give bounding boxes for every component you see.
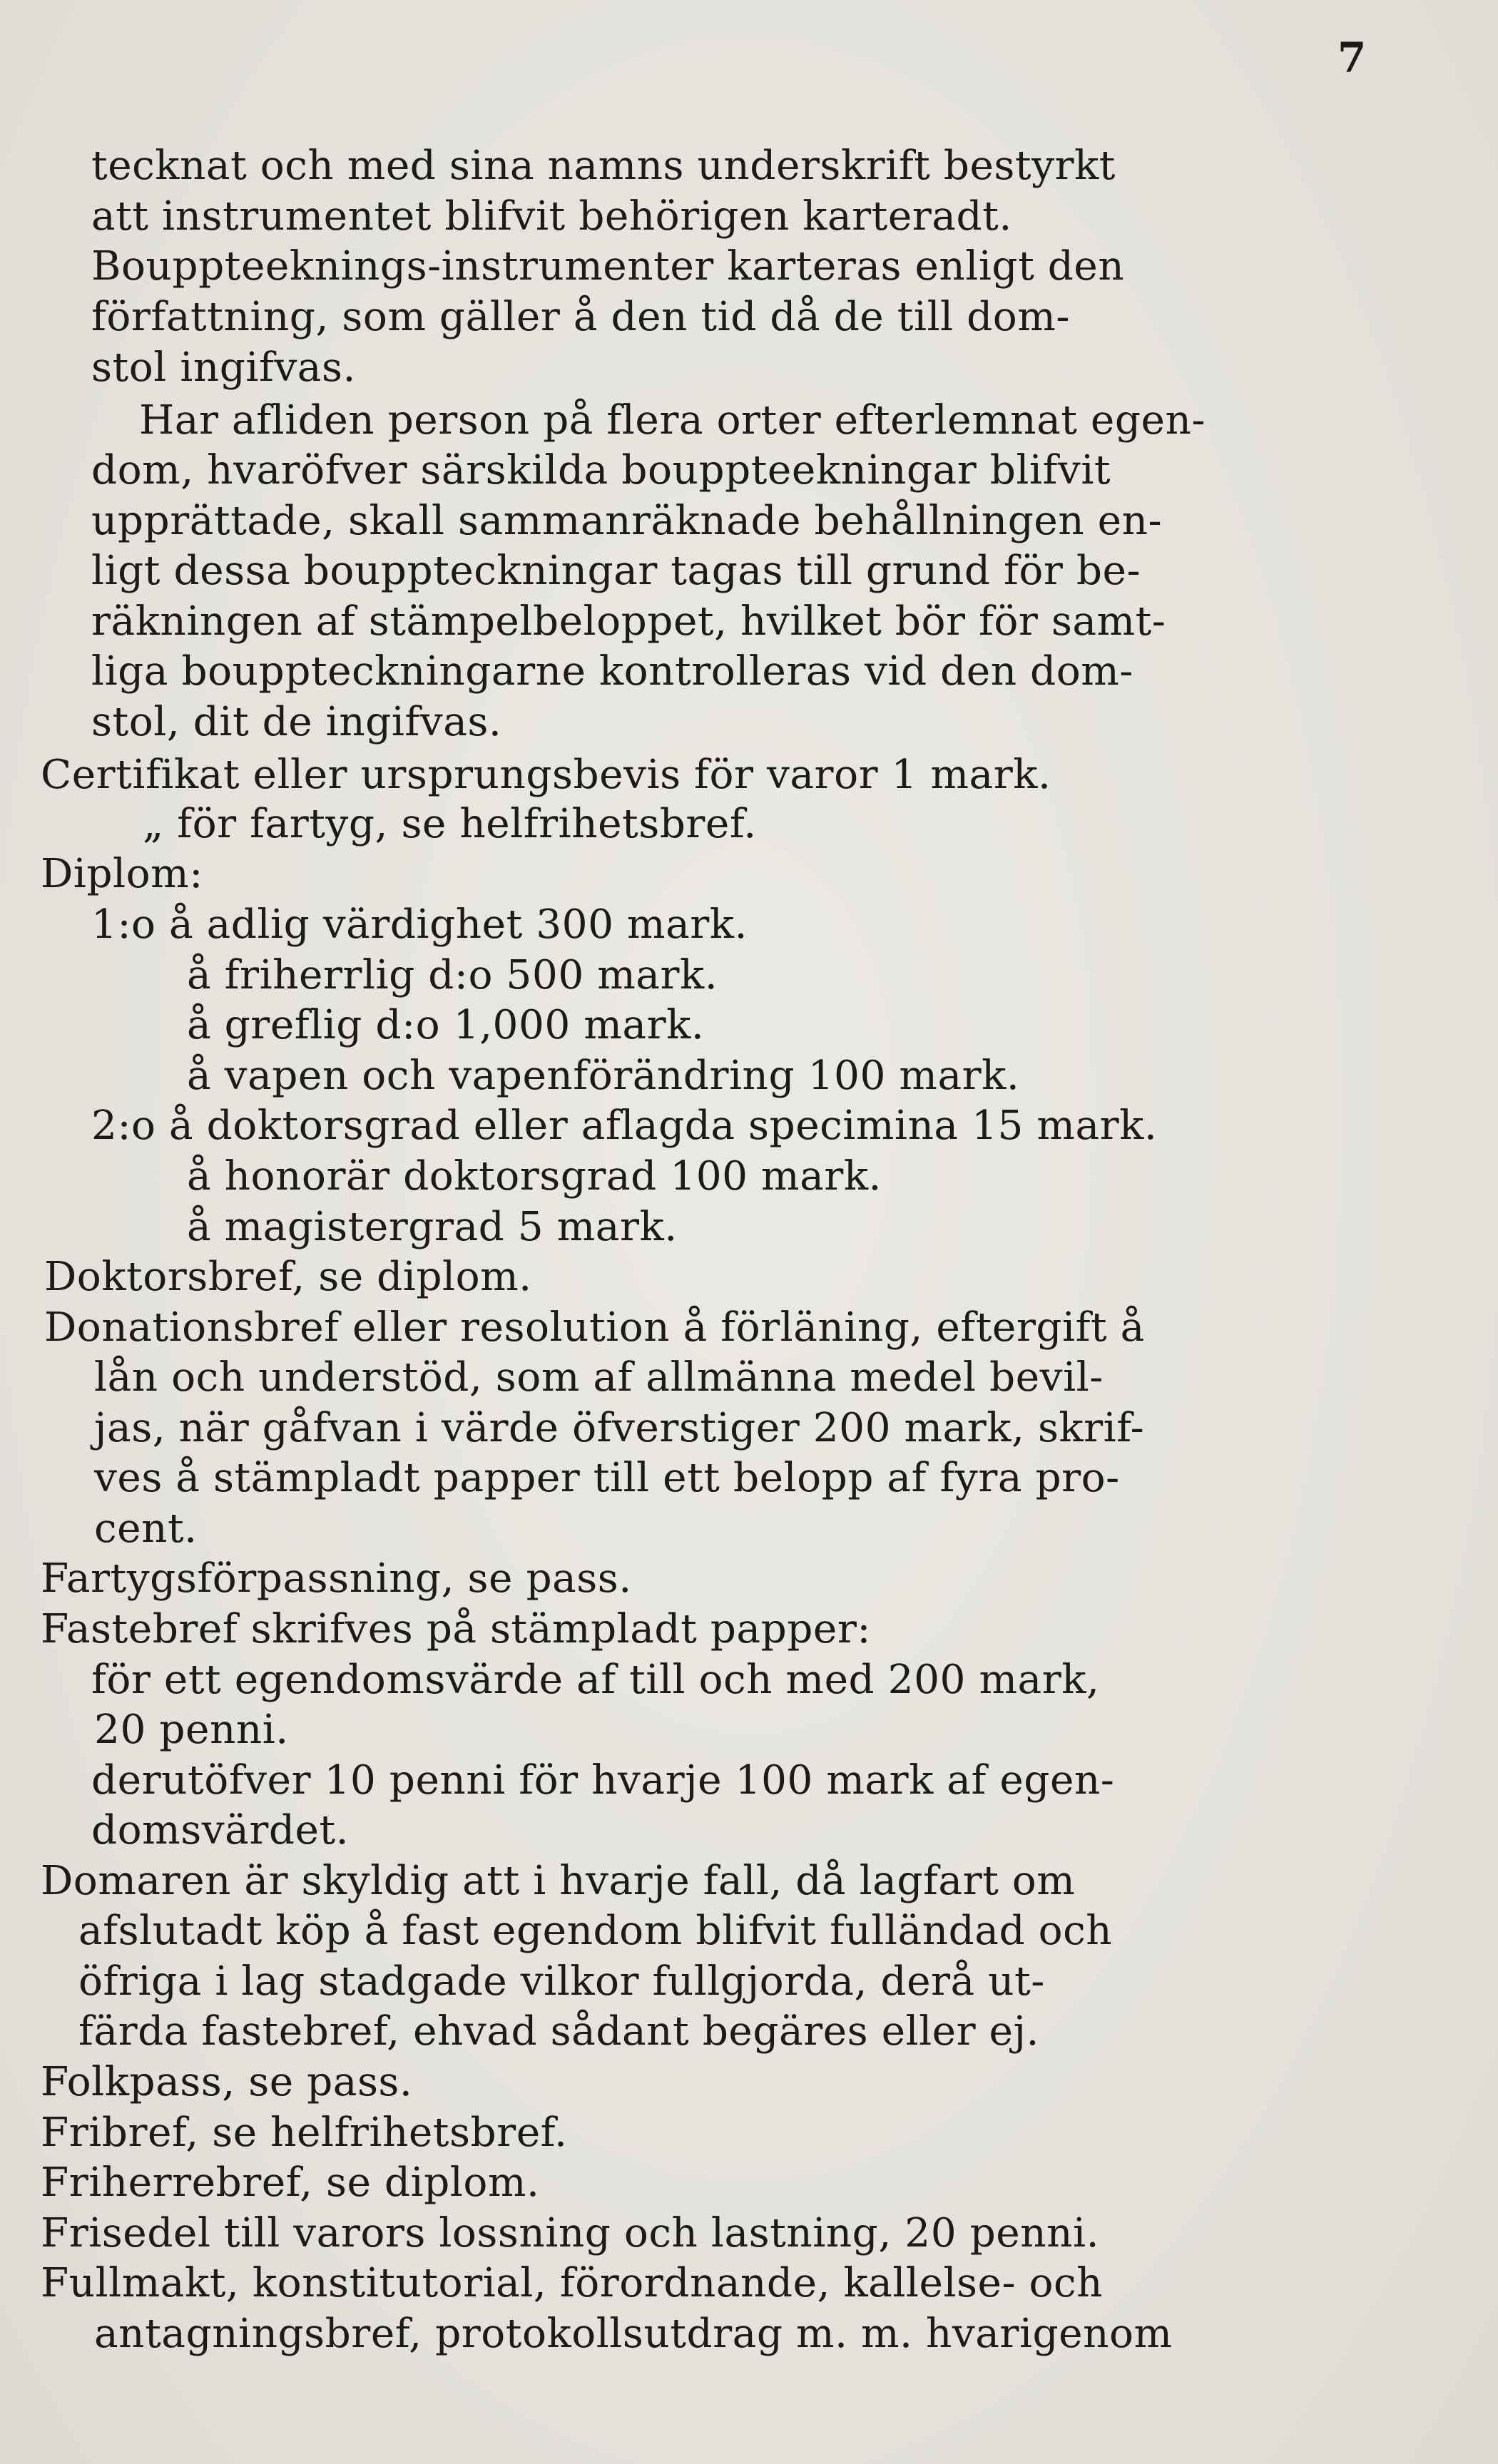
text-line-42: Frisedel till varors lossning och lastning, 20 penni. [41,2210,1100,2256]
text-line-10: räkningen af stämpelbeloppet, hvilket bör för samt- [91,598,1166,645]
text-line-18: å greflig d:o 1,000 mark. [187,1002,705,1048]
text-line-44: antagningsbref, protokollsutdrag m. m. hvarigenom [94,2311,1173,2357]
text-line-36: afslutadt köp å fast egendom blifvit fulländad och [78,1908,1113,1954]
text-line-6: Har afliden person på flera orter efterlemnat egen- [139,397,1206,444]
page-number: 7 [1338,34,1367,82]
text-line-26: jas, när gåfvan i värde öfverstiger 200 mark, skrif- [94,1405,1145,1451]
text-line-2: att instrumentet blifvit behörigen karteradt. [91,193,1012,240]
text-line-3: Bouppteeknings-instrumenter karteras enligt den [91,243,1125,290]
text-line-43: Fullmakt, konstitutorial, förordnande, kallelse- och [41,2260,1104,2306]
text-line-40: Fribref, se helfrihetsbref. [41,2110,568,2156]
text-line-15: Diplom: [41,851,203,897]
text-line-24: Donationsbref eller resolution å förläning, eftergift å [44,1304,1145,1351]
text-line-31: för ett egendomsvärde af till och med 200 mark, [91,1657,1100,1703]
text-line-16: 1:o å adlig värdighet 300 mark. [91,901,748,948]
text-line-29: Fartygsförpassning, se pass. [41,1555,632,1602]
text-line-23: Doktorsbref, se diplom. [44,1254,532,1300]
text-line-38: färda fastebref, ehvad sådant begäres eller ej. [78,2008,1039,2055]
text-line-20: 2:o å doktorsgrad eller aflagda specimina 15 mark. [91,1103,1158,1149]
text-line-21: å honorär doktorsgrad 100 mark. [187,1153,882,1200]
text-line-25: lån och understöd, som af allmänna medel bevil- [94,1354,1104,1401]
text-line-27: ves å stämpladt papper till ett belopp af fyra pro- [94,1455,1120,1501]
text-line-13: Certifikat eller ursprungsbevis för varor 1 mark. [41,752,1051,798]
text-line-32: 20 penni. [94,1707,289,1753]
text-line-1: tecknat och med sina namns underskrift bestyrkt [91,143,1116,189]
text-line-12: stol, dit de ingifvas. [91,699,502,745]
text-line-5: stol ingifvas. [91,344,356,391]
text-line-30: Fastebref skrifves på stämpladt papper: [41,1606,871,1652]
text-line-35: Domaren är skyldig att i hvarje fall, då lagfart om [41,1858,1076,1904]
text-line-22: å magistergrad 5 mark. [187,1204,678,1250]
text-line-8: upprättade, skall sammanräknade behållningen en- [91,498,1163,544]
text-line-33: derutöfver 10 penni för hvarje 100 mark af egen- [91,1757,1115,1804]
text-line-19: å vapen och vapenförändring 100 mark. [187,1053,1020,1099]
text-line-7: dom, hvaröfver särskilda bouppteekningar blifvit [91,447,1111,494]
text-line-17: å friherrlig d:o 500 mark. [187,952,718,998]
text-line-14: „ för fartyg, se helfrihetsbref. [143,801,757,847]
text-line-28: cent. [94,1506,198,1552]
text-line-37: öfriga i lag stadgade vilkor fullgjorda, derå ut- [78,1958,1045,2005]
text-line-34: domsvärdet. [91,1807,350,1854]
text-line-41: Friherrebref, se diplom. [41,2159,540,2206]
text-line-39: Folkpass, se pass. [41,2059,413,2105]
text-line-11: liga bouppteckningarne kontrolleras vid den dom- [91,648,1133,695]
text-line-4: författning, som gäller å den tid då de till dom- [91,294,1070,340]
text-line-9: ligt dessa bouppteckningar tagas till grund för be- [91,548,1141,594]
